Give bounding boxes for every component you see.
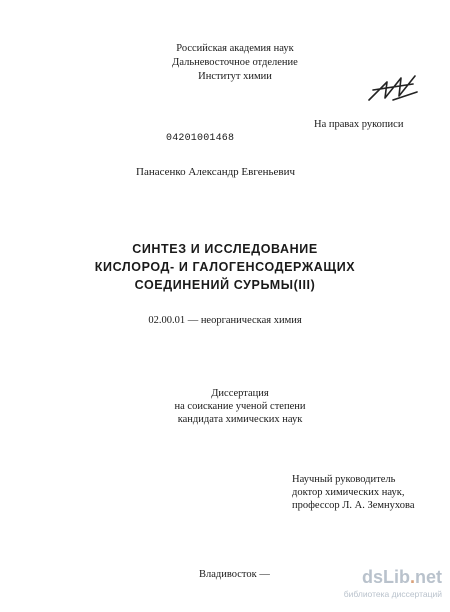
supervisor-line-1: Научный руководитель xyxy=(292,474,396,485)
title-line-1: СИНТЕЗ И ИССЛЕДОВАНИЕ xyxy=(132,242,318,256)
specialty: 02.00.01 — неорганическая химия xyxy=(148,315,302,326)
supervisor-line-2: доктор химических наук, xyxy=(292,487,405,498)
supervisor-line-3: профессор Л. А. Земнухова xyxy=(292,500,415,511)
signature-image xyxy=(365,70,425,106)
manuscript-note: На правах рукописи xyxy=(314,119,404,130)
institute-name: Институт химии xyxy=(198,71,272,82)
title-line-2: КИСЛОРОД- И ГАЛОГЕНСОДЕРЖАЩИХ xyxy=(94,260,356,274)
watermark-logo: dsLib.net xyxy=(361,567,442,587)
branch-name: Дальневосточное отделение xyxy=(172,57,298,68)
place-city: Владивосток — xyxy=(199,569,270,580)
dissertation-line-1: Диссертация xyxy=(211,388,269,399)
academy-name: Российская академия наук xyxy=(176,43,294,54)
site-watermark xyxy=(343,567,450,608)
watermark-tagline: библиотека диссертаций xyxy=(343,589,442,599)
dissertation-line-3: кандидата химических наук xyxy=(177,414,303,425)
title-line-3: СОЕДИНЕНИЙ СУРЬМЫ(III) xyxy=(134,278,316,292)
author-name: Панасенко Александр Евгеньевич xyxy=(136,166,295,178)
dissertation-line-2: на соискание ученой степени xyxy=(174,401,306,412)
stamp-number: 04201001468 xyxy=(166,133,235,144)
